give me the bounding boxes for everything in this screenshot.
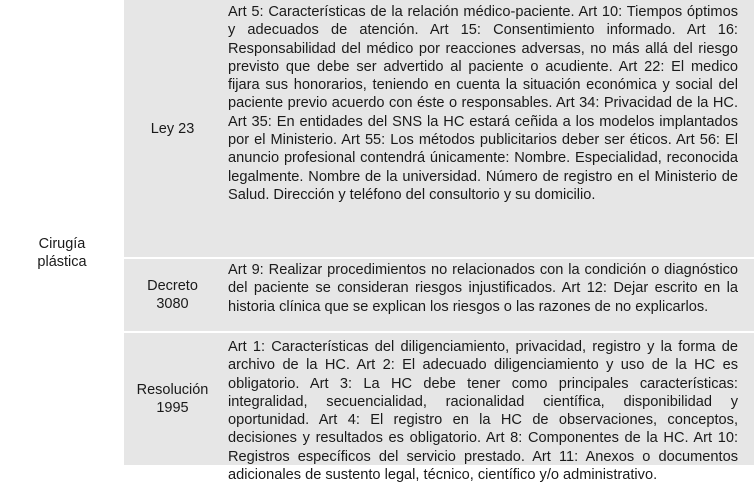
- table-row-decreto-3080: [124, 259, 754, 331]
- row-content: Art 5: Características de la relación médico-paciente. Art 10: Tiempos óptimos y adecuados de atención. Art 15: Consentimiento informado. Art 16: Responsabilidad del médico por reacciones adversas, no más allá del riesgo previsto que debe ser advertido al paciente o acudiente. Art 22: El medico fijara sus honorarios, teniendo en cuenta la situación económica y social del paciente previo acuerdo con éste o responsables. Art 34: Privacidad de la HC. Art 35: En entidades del SNS la HC estará ceñida a los modelos implantados por el Ministerio. Art 55: Los métodos publicitarios deber ser éticos. Art 56: El anuncio profesional contendrá únicamente: Nombre. Especialidad, reconocida legalmente. Nombre de la universidad. Número de registro en el Ministerio de Salud. Dirección y teléfono del consultorio y su domicilio.: [228, 4, 738, 203]
- row-content: Art 9: Realizar procedimientos no relacionados con la condición o diagnóstico del paciente se consideran riesgos injustificados. Art 12: Dejar escrito en la historia clínica que se explican los riesgos o las razones de no explicarlos.: [228, 262, 738, 315]
- row-label: Ley 23: [150, 120, 195, 137]
- row-content: Art 1: Características del diligenciamiento, privacidad, registro y la forma de archivo de la HC. Art 2: El adecuado diligenciamiento y uso de la HC es obligatorio. Art 3: La HC debe tener como principales características: integralidad, secuencialidad, racionalidad científica, disponibilidad y oportunidad. Art 4: El registro en la HC de observaciones, conceptos, decisiones y resultados es obligatorio. Art 8: Componentes de la HC. Art 10: Registros específicos del servicio prestado. Art 11: Anexos o documentos adicionales de sustento legal, técnico, científico y/o administrativo.: [228, 339, 738, 484]
- row-label: Resolución 1995: [136, 382, 209, 416]
- table-row-ley-23: [124, 0, 754, 257]
- category-label: Cirugía plástica: [37, 236, 87, 270]
- table-row-resolucion-1995: [124, 333, 754, 484]
- row-label: Decreto 3080: [147, 278, 198, 312]
- category-cell: [0, 0, 124, 465]
